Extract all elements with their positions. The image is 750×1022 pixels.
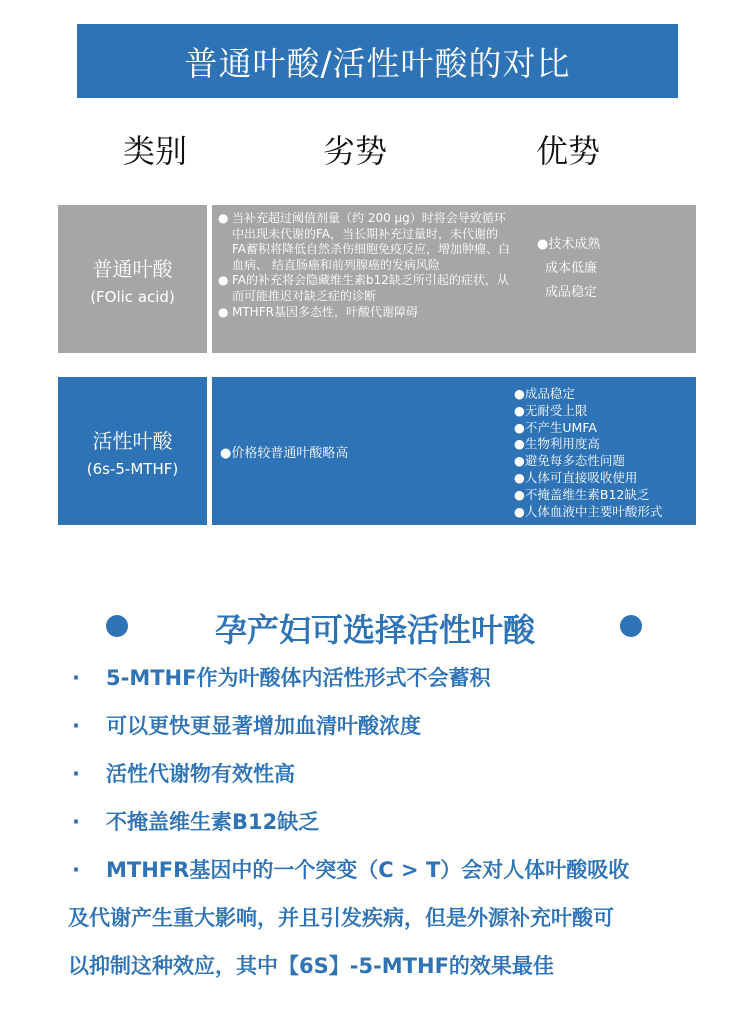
paragraph-line: 及代谢产生重大影响，并且引发疾病，但是外源补充叶酸可 [68, 906, 614, 930]
right-dot [620, 615, 642, 637]
bullet-dot: ● [218, 211, 229, 225]
row-name: 活性叶酸 [92, 428, 173, 453]
disadvantage-text: FA的补充将会隐藏维生素b12缺乏所引起的症状，从而可能推迟对缺乏症的诊断 [232, 273, 509, 303]
list-item [72, 710, 421, 740]
column-header-category: 类别 [122, 132, 187, 170]
bullet-dot: ● [218, 304, 229, 319]
advantage-item: ●生物利用度高 [514, 436, 600, 452]
advantage-item: ●成品稳定 [514, 386, 575, 401]
advantage-item: ●技术成熟 [537, 237, 601, 252]
bullet-dot: ● [218, 273, 229, 288]
advantage-list [514, 386, 662, 520]
advantage-item: 成品稳定 [545, 285, 598, 300]
list-item [72, 758, 295, 788]
row-subname: (6s-5-MTHF) [86, 459, 179, 478]
advantage-item: ●不产生UMFA [514, 419, 597, 435]
row-label-active-folate [58, 377, 207, 525]
paragraph-line [72, 854, 629, 884]
advantage-item: ●人体可直接吸收使用 [514, 469, 638, 485]
bullet-mark: · [72, 810, 80, 834]
advantage-item: ●人体血液中主要叶酸形式 [514, 503, 663, 519]
bullet-mark: · [72, 714, 80, 738]
list-item [218, 273, 510, 304]
disadvantage-list [218, 211, 510, 320]
list-item [72, 662, 490, 692]
bullet-text: 可以更快更显著增加血清叶酸浓度 [106, 714, 421, 738]
advantage-item: ●无耐受上限 [514, 402, 588, 418]
list-item [218, 305, 510, 321]
list-item [218, 211, 510, 273]
bullet-mark: · [72, 666, 80, 690]
banner-title: 普通叶酸/活性叶酸的对比 [77, 24, 678, 98]
section-title: 孕产妇可选择活性叶酸 [214, 611, 535, 649]
advantage-item: ●不掩盖维生素B12缺乏 [514, 486, 650, 502]
row-subname: (FOlic acid) [90, 287, 175, 306]
bullet-text: 不掩盖维生素B12缺乏 [106, 810, 320, 834]
row-body-active-folate [212, 377, 696, 525]
advantage-item: 成本低廉 [545, 261, 598, 276]
bullet-text: 5-MTHF作为叶酸体内活性形式不会蓄积 [106, 666, 491, 690]
row-name: 普通叶酸 [92, 256, 173, 281]
list-item [72, 806, 319, 836]
column-header-disadvantage: 劣势 [322, 132, 387, 170]
advantage-item: ●避免每多态性问题 [514, 453, 625, 469]
row-label-folic-acid [58, 205, 207, 353]
column-header-advantage: 优势 [535, 132, 600, 170]
disadvantage-text: MTHFR基因多态性，叶酸代谢障碍 [232, 304, 418, 319]
advantage-list [537, 233, 600, 305]
bullet-mark: · [72, 762, 80, 786]
row-body-folic-acid [212, 205, 696, 353]
paragraph-text: MTHFR基因中的一个突变（C > T）会对人体叶酸吸收 [106, 858, 630, 882]
paragraph-line: 以抑制这种效应，其中【6S】-5-MTHF的效果最佳 [68, 954, 554, 978]
bullet-text: 活性代谢物有效性高 [106, 762, 295, 786]
bullet-mark: · [72, 858, 80, 882]
disadvantage-text: 当补充超过阈值剂量（约 200 μg）时将会导致循环中出现未代谢的FA，当长期补充过量时，未代谢的FA蓄积将降低自然杀伤细胞免疫反应，增加肿瘤、白血病、 结直肠癌和前列腺癌的发病风险 [232, 211, 511, 272]
disadvantage-text: ●价格较普通叶酸略高 [220, 446, 349, 461]
